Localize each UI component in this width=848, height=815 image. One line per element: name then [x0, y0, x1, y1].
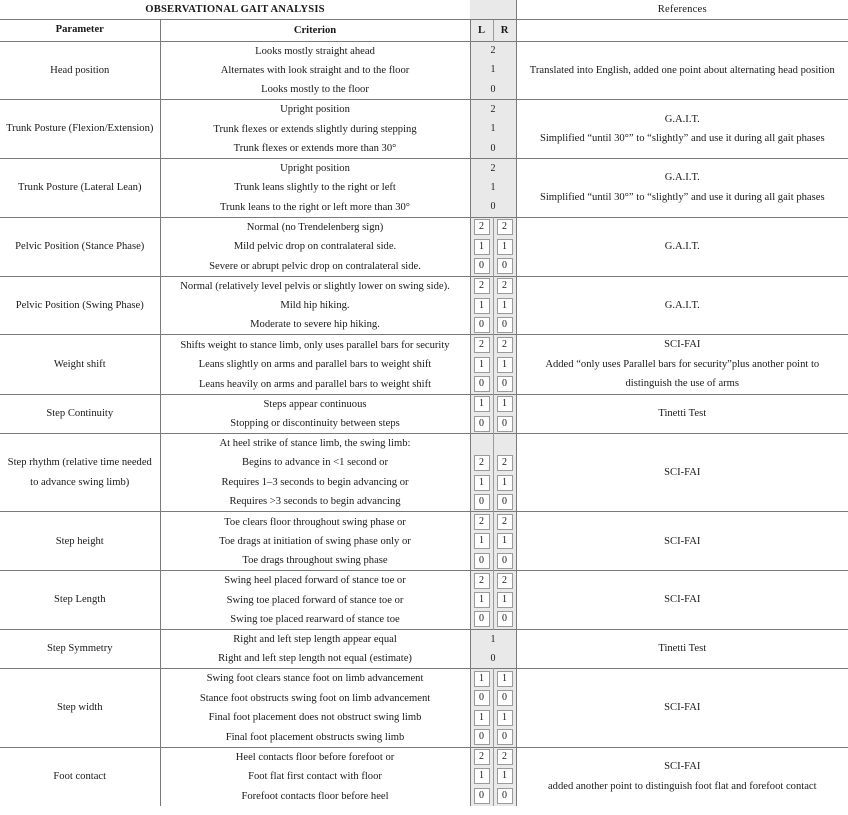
table-row [0, 747, 848, 767]
score-value: 1 [490, 181, 496, 193]
left-score-value: 1 [474, 592, 490, 608]
table-row [0, 159, 848, 179]
left-score-value: 2 [474, 514, 490, 530]
left-score-cell [470, 767, 493, 787]
left-score-value: 2 [474, 278, 490, 294]
criterion-cell: Steps appear continuous [160, 394, 470, 414]
combined-score-cell [470, 100, 516, 120]
combined-score-cell [470, 61, 516, 81]
combined-score-cell [470, 80, 516, 100]
left-score-cell [470, 688, 493, 708]
left-score-value: 1 [474, 710, 490, 726]
right-score-cell [493, 708, 516, 728]
right-score-cell [493, 315, 516, 335]
right-score-value: 1 [497, 768, 513, 784]
right-score-cell [493, 610, 516, 630]
reference-cell: G.A.I.T. [516, 217, 848, 276]
right-score-cell [493, 394, 516, 414]
criterion-cell: Stance foot obstructs swing foot on limb advancement [160, 688, 470, 708]
reference-cell: SCI-FAI [516, 669, 848, 747]
parameter-cell: Trunk Posture (Flexion/Extension) [0, 100, 160, 159]
criterion-cell: Looks mostly to the floor [160, 80, 470, 100]
criterion-cell: Trunk flexes or extends more than 30° [160, 139, 470, 159]
left-score-cell [470, 669, 493, 689]
criterion-cell: Upright position [160, 100, 470, 120]
criterion-cell: Toe drags at initiation of swing phase only or [160, 532, 470, 552]
table-row [0, 335, 848, 355]
right-score-value: 1 [497, 239, 513, 255]
table-row [0, 217, 848, 237]
table-row [0, 434, 848, 454]
right-score-value: 0 [497, 729, 513, 745]
left-score-cell [470, 551, 493, 571]
reference-cell: Translated into English, added one point about alternating head position [516, 41, 848, 100]
criterion-cell: Right and left step length appear equal [160, 630, 470, 650]
left-score-cell [470, 414, 493, 434]
combined-score-cell [470, 159, 516, 179]
right-score-value: 1 [497, 592, 513, 608]
right-score-cell [493, 276, 516, 296]
criterion-cell: Leans heavily on arms and parallel bars to weight shift [160, 375, 470, 395]
score-value: 1 [490, 123, 496, 135]
left-score-value: 0 [474, 690, 490, 706]
left-score-cell [470, 512, 493, 532]
right-score-value: 0 [497, 317, 513, 333]
right-score-cell [493, 590, 516, 610]
parameter-cell: Head position [0, 41, 160, 100]
criterion-cell: Final foot placement does not obstruct swing limb [160, 708, 470, 728]
left-score-cell [470, 237, 493, 257]
criterion-cell: Mild pelvic drop on contralateral side. [160, 237, 470, 257]
criterion-cell: Begins to advance in <1 second or [160, 453, 470, 473]
left-score-cell [470, 571, 493, 591]
score-value: 2 [490, 162, 496, 174]
combined-score-cell [470, 198, 516, 218]
criterion-cell: Toe clears floor throughout swing phase or [160, 512, 470, 532]
left-score-cell [470, 335, 493, 355]
left-score-cell [470, 355, 493, 375]
right-score-value: 1 [497, 710, 513, 726]
criterion-cell: Mild hip hiking. [160, 296, 470, 316]
score-value: 0 [490, 201, 496, 213]
left-score-value: 0 [474, 553, 490, 569]
left-score-value: 2 [474, 455, 490, 471]
criterion-cell: Toe drags throughout swing phase [160, 551, 470, 571]
table-row [0, 41, 848, 61]
right-score-cell [493, 669, 516, 689]
criterion-cell: Final foot placement obstructs swing limb [160, 728, 470, 748]
reference-cell: G.A.I.T. Simplified “until 30°” to “slightly” and use it during all gait phases [516, 159, 848, 218]
criterion-cell: Normal (relatively level pelvis or slightly lower on swing side). [160, 276, 470, 296]
table-row [0, 394, 848, 414]
parameter-header: Parameter [0, 19, 160, 41]
right-score-value: 1 [497, 671, 513, 687]
right-score-cell [493, 688, 516, 708]
left-score-value: 2 [474, 219, 490, 235]
references-header: References [516, 0, 848, 19]
left-score-cell [470, 610, 493, 630]
left-score-cell [470, 394, 493, 414]
right-score-cell [493, 257, 516, 277]
right-score-value: 2 [497, 278, 513, 294]
table-row [0, 571, 848, 591]
title-lr-blank [470, 0, 516, 19]
criterion-cell: Trunk leans to the right or left more than 30° [160, 198, 470, 218]
left-score-cell [470, 375, 493, 395]
criterion-cell: Heel contacts floor before forefoot or [160, 747, 470, 767]
left-score-cell [470, 434, 493, 454]
right-score-value: 1 [497, 357, 513, 373]
combined-score-cell [470, 630, 516, 650]
criterion-cell: Severe or abrupt pelvic drop on contralateral side. [160, 257, 470, 277]
criterion-cell: Requires >3 seconds to begin advancing [160, 492, 470, 512]
left-score-cell [470, 296, 493, 316]
right-score-value: 0 [497, 416, 513, 432]
criterion-cell: Swing toe placed forward of stance toe or [160, 590, 470, 610]
score-value: 2 [490, 103, 496, 115]
table-row [0, 669, 848, 689]
criterion-cell: Shifts weight to stance limb, only uses parallel bars for security [160, 335, 470, 355]
right-score-cell [493, 571, 516, 591]
left-score-value: 2 [474, 573, 490, 589]
right-header: R [493, 19, 516, 41]
left-score-value: 2 [474, 337, 490, 353]
left-score-cell [470, 276, 493, 296]
left-score-cell [470, 453, 493, 473]
left-score-cell [470, 590, 493, 610]
left-score-cell [470, 473, 493, 493]
table-row [0, 276, 848, 296]
parameter-cell: Trunk Posture (Lateral Lean) [0, 159, 160, 218]
right-score-value: 0 [497, 788, 513, 804]
right-score-cell [493, 728, 516, 748]
left-score-value: 0 [474, 317, 490, 333]
criterion-cell: Swing toe placed rearward of stance toe [160, 610, 470, 630]
left-score-value: 0 [474, 258, 490, 274]
table-body [0, 41, 848, 806]
criterion-cell: Swing foot clears stance foot on limb advancement [160, 669, 470, 689]
right-score-value: 0 [497, 553, 513, 569]
right-score-cell [493, 512, 516, 532]
parameter-cell: Step Length [0, 571, 160, 630]
right-score-cell [493, 492, 516, 512]
left-score-value: 1 [474, 396, 490, 412]
reference-cell: Tinetti Test [516, 394, 848, 433]
score-value: 0 [490, 652, 496, 664]
right-score-value: 0 [497, 376, 513, 392]
parameter-cell: Pelvic Position (Swing Phase) [0, 276, 160, 335]
right-score-value: 1 [497, 475, 513, 491]
score-value: 0 [490, 83, 496, 95]
left-score-cell [470, 747, 493, 767]
left-score-cell [470, 532, 493, 552]
criterion-cell: Looks mostly straight ahead [160, 41, 470, 61]
right-score-value: 1 [497, 298, 513, 314]
criterion-cell: Right and left step length not equal (estimate) [160, 649, 470, 669]
criterion-cell: Trunk flexes or extends slightly during stepping [160, 119, 470, 139]
right-score-value: 2 [497, 749, 513, 765]
left-score-value: 1 [474, 671, 490, 687]
left-header: L [470, 19, 493, 41]
right-score-value: 2 [497, 337, 513, 353]
criterion-cell: Alternates with look straight and to the floor [160, 61, 470, 81]
left-score-value: 1 [474, 533, 490, 549]
criterion-cell: Forefoot contacts floor before heel [160, 786, 470, 806]
right-score-cell [493, 532, 516, 552]
left-score-value: 0 [474, 729, 490, 745]
right-score-value: 0 [497, 258, 513, 274]
score-value: 2 [490, 45, 496, 57]
combined-score-cell [470, 119, 516, 139]
combined-score-cell [470, 139, 516, 159]
criterion-cell: Normal (no Trendelenberg sign) [160, 217, 470, 237]
reference-cell: SCI-FAI [516, 571, 848, 630]
combined-score-cell [470, 178, 516, 198]
right-score-cell [493, 453, 516, 473]
criterion-cell: Requires 1–3 seconds to begin advancing or [160, 473, 470, 493]
parameter-cell: Weight shift [0, 335, 160, 395]
reference-cell: SCI-FAI Added “only uses Parallel bars for security”plus another point to distinguish the use of arms [516, 335, 848, 395]
right-score-cell [493, 551, 516, 571]
left-score-cell [470, 708, 493, 728]
right-score-cell [493, 355, 516, 375]
left-score-cell [470, 257, 493, 277]
right-score-cell [493, 375, 516, 395]
left-score-cell [470, 728, 493, 748]
table-title: OBSERVATIONAL GAIT ANALYSIS [0, 0, 470, 19]
left-score-value: 1 [474, 239, 490, 255]
reference-cell: G.A.I.T. [516, 276, 848, 335]
right-score-cell [493, 335, 516, 355]
right-score-value: 2 [497, 455, 513, 471]
score-value: 0 [490, 142, 496, 154]
parameter-cell: Step rhythm (relative time needed to advance swing limb) [0, 434, 160, 512]
table-row [0, 630, 848, 650]
parameter-cell: Step width [0, 669, 160, 747]
right-score-cell [493, 296, 516, 316]
reference-header-blank [516, 19, 848, 41]
parameter-cell: Step Continuity [0, 394, 160, 433]
left-score-value: 2 [474, 749, 490, 765]
table-row [0, 100, 848, 120]
left-score-value: 1 [474, 768, 490, 784]
criterion-cell: Upright position [160, 159, 470, 179]
right-score-cell [493, 237, 516, 257]
left-score-value: 0 [474, 376, 490, 392]
left-score-cell [470, 786, 493, 806]
combined-score-cell [470, 649, 516, 669]
right-score-value: 1 [497, 396, 513, 412]
right-score-value: 0 [497, 611, 513, 627]
parameter-cell: Step Symmetry [0, 630, 160, 669]
score-value: 1 [490, 64, 496, 76]
parameter-cell: Pelvic Position (Stance Phase) [0, 217, 160, 276]
left-score-cell [470, 315, 493, 335]
right-score-cell [493, 473, 516, 493]
right-score-cell [493, 767, 516, 787]
right-score-value: 2 [497, 514, 513, 530]
combined-score-cell [470, 41, 516, 61]
left-score-cell [470, 492, 493, 512]
right-score-value: 0 [497, 690, 513, 706]
right-score-value: 2 [497, 219, 513, 235]
criterion-cell: Swing heel placed forward of stance toe or [160, 571, 470, 591]
reference-cell: SCI-FAI [516, 434, 848, 512]
criterion-cell: Foot flat first contact with floor [160, 767, 470, 787]
table-row [0, 512, 848, 532]
left-score-value: 1 [474, 298, 490, 314]
reference-cell: SCI-FAI [516, 512, 848, 571]
right-score-value: 1 [497, 533, 513, 549]
score-value: 1 [490, 633, 496, 645]
right-score-cell [493, 217, 516, 237]
left-score-value: 0 [474, 416, 490, 432]
reference-cell: Tinetti Test [516, 630, 848, 669]
reference-cell: G.A.I.T. Simplified “until 30°” to “slightly” and use it during all gait phases [516, 100, 848, 159]
right-score-cell [493, 434, 516, 454]
reference-cell: SCI-FAI added another point to distinguish foot flat and forefoot contact [516, 747, 848, 806]
criterion-cell: Leans slightly on arms and parallel bars to weight shift [160, 355, 470, 375]
parameter-cell: Foot contact [0, 747, 160, 806]
left-score-value: 0 [474, 494, 490, 510]
criterion-cell: Moderate to severe hip hiking. [160, 315, 470, 335]
criterion-cell: Trunk leans slightly to the right or left [160, 178, 470, 198]
right-score-value: 0 [497, 494, 513, 510]
right-score-cell [493, 414, 516, 434]
right-score-value: 2 [497, 573, 513, 589]
parameter-cell: Step height [0, 512, 160, 571]
left-score-value: 1 [474, 475, 490, 491]
left-score-value: 1 [474, 357, 490, 373]
left-score-value: 0 [474, 788, 490, 804]
criterion-header: Criterion [160, 19, 470, 41]
right-score-cell [493, 786, 516, 806]
criterion-cell: At heel strike of stance limb, the swing limb: [160, 434, 470, 454]
left-score-cell [470, 217, 493, 237]
right-score-cell [493, 747, 516, 767]
left-score-value: 0 [474, 611, 490, 627]
criterion-cell: Stopping or discontinuity between steps [160, 414, 470, 434]
